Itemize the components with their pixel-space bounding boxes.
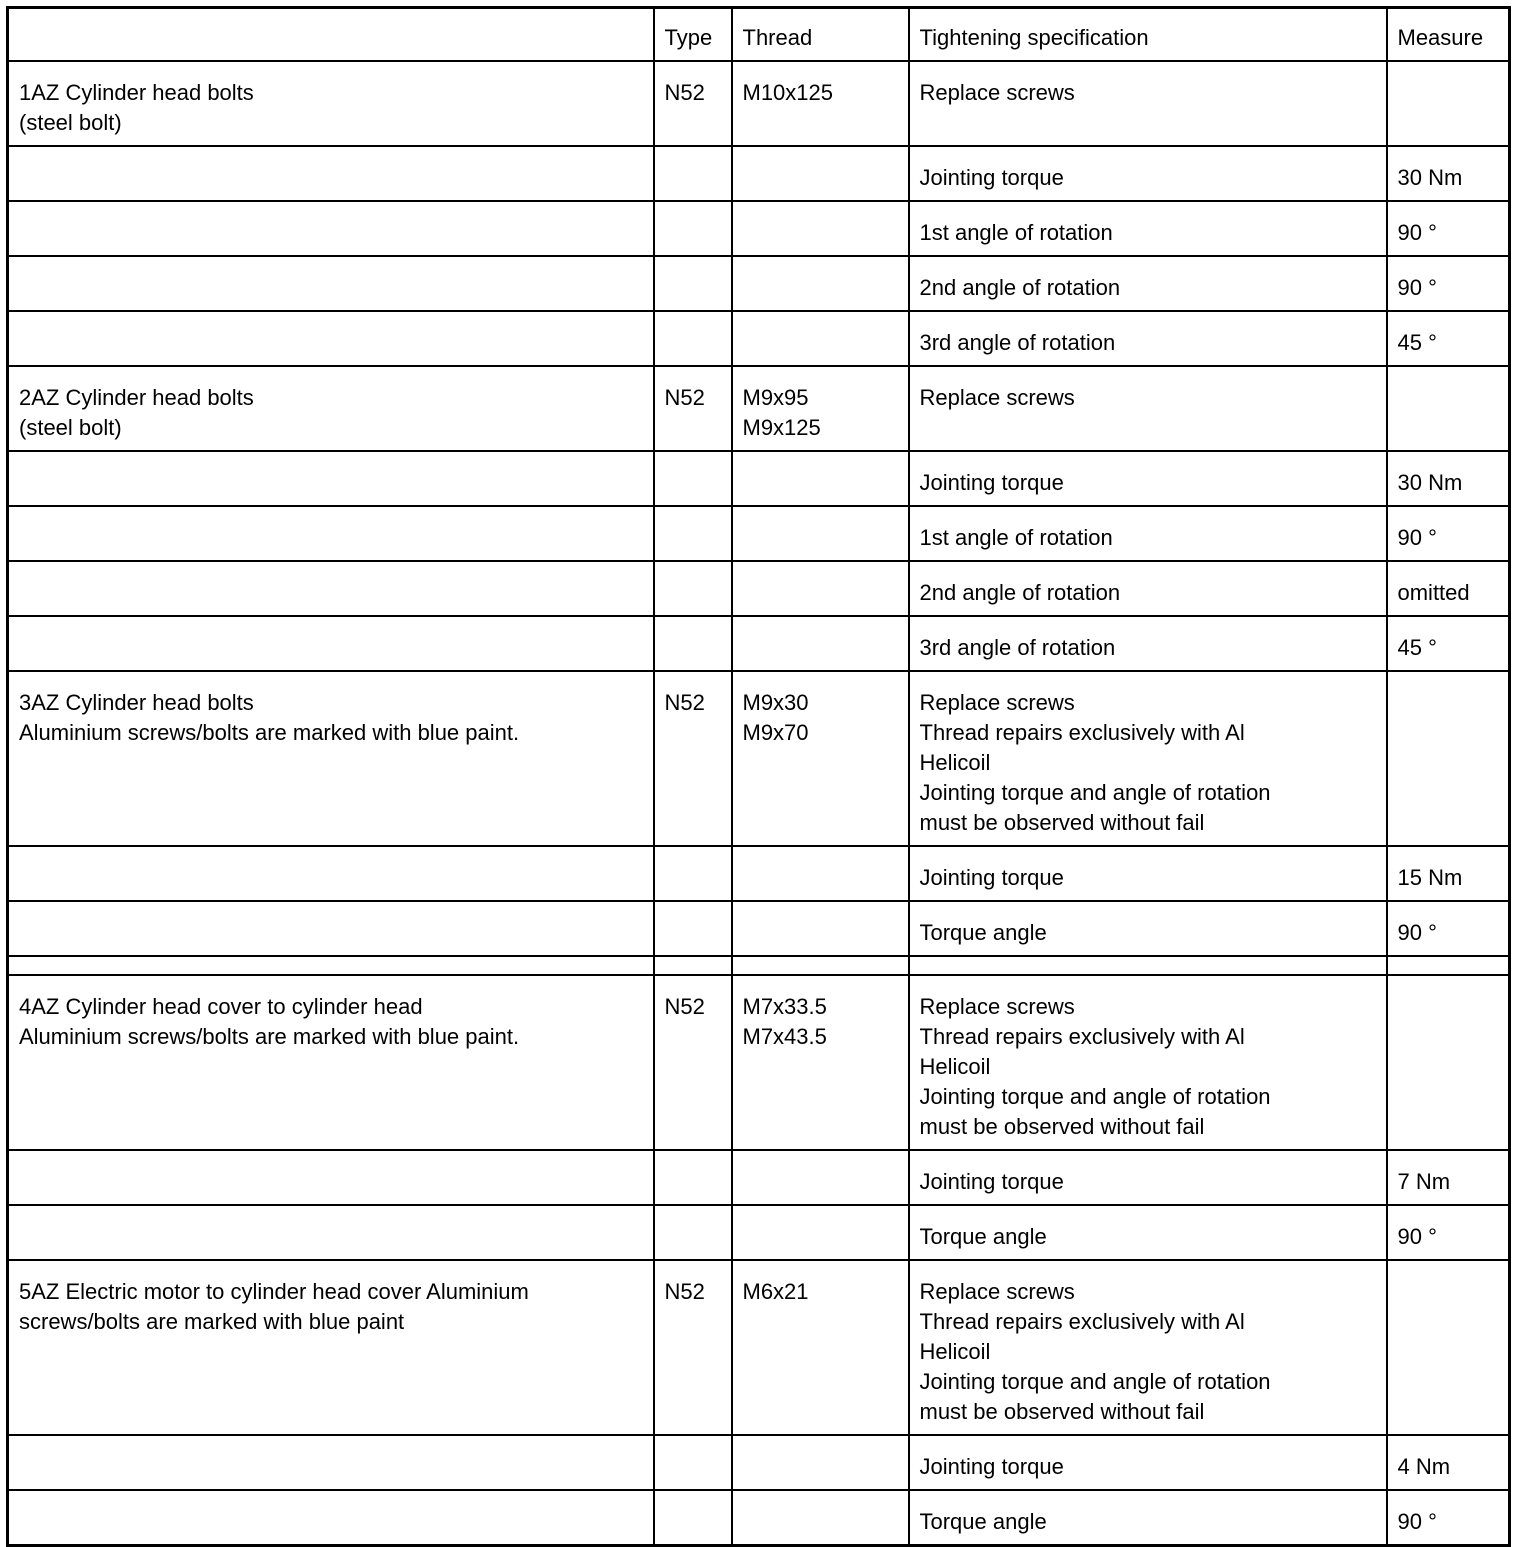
thread-cell (732, 561, 909, 616)
header-component (8, 8, 654, 62)
measure-cell (1387, 1435, 1510, 1490)
thread-text: M9x95 M9x125 (742, 385, 821, 440)
component-cell (8, 366, 654, 451)
measure-text: 15 Nm (1397, 865, 1463, 890)
measure-text: 30 Nm (1397, 470, 1463, 495)
component-text: 5AZ Electric motor to cylinder head cover Aluminium screws/bolts are marked with blue paint (19, 1279, 529, 1334)
measure-text: 90 ° (1397, 1509, 1437, 1534)
specification-text: 3rd angle of rotation (919, 635, 1116, 660)
specification-cell (909, 1435, 1387, 1490)
specification-text: Replace screws (919, 385, 1075, 410)
measure-cell (1387, 616, 1510, 671)
component-cell (8, 256, 654, 311)
component-cell (8, 1205, 654, 1260)
specification-cell (909, 1260, 1387, 1435)
table-row (8, 956, 1510, 975)
table-row (8, 616, 1510, 671)
type-cell (654, 1205, 732, 1260)
component-cell (8, 616, 654, 671)
table-row (8, 366, 1510, 451)
type-text: N52 (664, 690, 705, 715)
measure-text: 45 ° (1397, 330, 1437, 355)
table-header-row (8, 8, 1510, 62)
type-cell (654, 311, 732, 366)
thread-cell (732, 201, 909, 256)
measure-text: omitted (1397, 580, 1470, 605)
specification-cell (909, 846, 1387, 901)
specification-cell (909, 506, 1387, 561)
header-type: Type (654, 8, 732, 62)
thread-cell (732, 901, 909, 956)
measure-cell (1387, 956, 1510, 975)
thread-cell (732, 846, 909, 901)
type-cell (654, 671, 732, 846)
table-row (8, 506, 1510, 561)
specification-cell (909, 1205, 1387, 1260)
type-cell (654, 1490, 732, 1546)
thread-cell (732, 256, 909, 311)
table-row (8, 1260, 1510, 1435)
specification-cell (909, 201, 1387, 256)
specification-text: Jointing torque (919, 1169, 1064, 1194)
specification-text: 3rd angle of rotation (919, 330, 1116, 355)
type-cell (654, 146, 732, 201)
specification-text: Jointing torque (919, 470, 1064, 495)
type-cell (654, 201, 732, 256)
specification-cell (909, 1150, 1387, 1205)
measure-cell (1387, 846, 1510, 901)
table-body (8, 61, 1510, 1546)
thread-cell (732, 146, 909, 201)
measure-cell (1387, 975, 1510, 1150)
measure-cell (1387, 671, 1510, 846)
measure-text: 90 ° (1397, 1224, 1437, 1249)
table-row (8, 1205, 1510, 1260)
component-cell (8, 956, 654, 975)
specification-cell (909, 146, 1387, 201)
component-cell (8, 311, 654, 366)
measure-text: 90 ° (1397, 275, 1437, 300)
measure-text: 90 ° (1397, 920, 1437, 945)
thread-cell (732, 61, 909, 146)
thread-cell (732, 1205, 909, 1260)
header-thread: Thread (732, 8, 909, 62)
type-text: N52 (664, 80, 705, 105)
type-cell (654, 1260, 732, 1435)
component-cell (8, 506, 654, 561)
measure-cell (1387, 1150, 1510, 1205)
type-cell (654, 451, 732, 506)
measure-cell (1387, 61, 1510, 146)
measure-cell (1387, 451, 1510, 506)
component-cell (8, 901, 654, 956)
measure-text: 30 Nm (1397, 165, 1463, 190)
component-cell (8, 1435, 654, 1490)
thread-text: M9x30 M9x70 (742, 690, 809, 745)
thread-text: M7x33.5 M7x43.5 (742, 994, 827, 1049)
measure-cell (1387, 1490, 1510, 1546)
specification-text: 2nd angle of rotation (919, 580, 1121, 605)
type-cell (654, 506, 732, 561)
component-cell (8, 1490, 654, 1546)
specification-cell (909, 311, 1387, 366)
component-cell (8, 146, 654, 201)
measure-cell (1387, 146, 1510, 201)
component-cell (8, 61, 654, 146)
component-text: 2AZ Cylinder head bolts (steel bolt) (19, 385, 254, 440)
component-text: 3AZ Cylinder head bolts Aluminium screws/bolts are marked with blue paint. (19, 690, 520, 745)
specification-text: 2nd angle of rotation (919, 275, 1121, 300)
thread-cell (732, 1260, 909, 1435)
specification-cell (909, 366, 1387, 451)
specification-cell (909, 616, 1387, 671)
table-row (8, 561, 1510, 616)
table-row (8, 1150, 1510, 1205)
component-cell (8, 975, 654, 1150)
specification-text: Torque angle (919, 1224, 1047, 1249)
specification-text: 1st angle of rotation (919, 525, 1113, 550)
thread-cell (732, 616, 909, 671)
measure-text: 90 ° (1397, 525, 1437, 550)
specification-text: Jointing torque (919, 1454, 1064, 1479)
thread-cell (732, 671, 909, 846)
specification-text: Jointing torque (919, 165, 1064, 190)
thread-text: M6x21 (742, 1279, 809, 1304)
table-row (8, 671, 1510, 846)
measure-cell (1387, 901, 1510, 956)
thread-text: M10x125 (742, 80, 834, 105)
specification-text: Replace screws Thread repairs exclusively with Al Helicoil Jointing torque and angle of rotation must be observed without fail (919, 994, 1271, 1139)
thread-cell (732, 366, 909, 451)
thread-cell (732, 1490, 909, 1546)
specification-cell (909, 975, 1387, 1150)
specification-cell (909, 561, 1387, 616)
component-cell (8, 451, 654, 506)
measure-cell (1387, 506, 1510, 561)
type-cell (654, 901, 732, 956)
table-row (8, 975, 1510, 1150)
specification-cell (909, 61, 1387, 146)
table-row (8, 146, 1510, 201)
type-cell (654, 1435, 732, 1490)
type-cell (654, 846, 732, 901)
component-text: 4AZ Cylinder head cover to cylinder head Aluminium screws/bolts are marked with blue paint. (19, 994, 520, 1049)
component-cell (8, 1260, 654, 1435)
header-measure: Measure (1387, 8, 1510, 62)
table-row (8, 451, 1510, 506)
table-row (8, 1435, 1510, 1490)
type-text: N52 (664, 385, 705, 410)
table-row (8, 311, 1510, 366)
specification-text: Torque angle (919, 1509, 1047, 1534)
specification-text: 1st angle of rotation (919, 220, 1113, 245)
specification-text: Replace screws Thread repairs exclusively with Al Helicoil Jointing torque and angle of rotation must be observed without fail (919, 690, 1271, 835)
type-cell (654, 956, 732, 975)
type-text: N52 (664, 994, 705, 1019)
type-cell (654, 616, 732, 671)
component-cell (8, 561, 654, 616)
thread-cell (732, 451, 909, 506)
table-row (8, 1490, 1510, 1546)
measure-cell (1387, 561, 1510, 616)
measure-text: 45 ° (1397, 635, 1437, 660)
measure-cell (1387, 366, 1510, 451)
specification-text: Replace screws Thread repairs exclusively with Al Helicoil Jointing torque and angle of rotation must be observed without fail (919, 1279, 1271, 1424)
measure-cell (1387, 201, 1510, 256)
specification-cell (909, 956, 1387, 975)
measure-text: 4 Nm (1397, 1454, 1451, 1479)
measure-cell (1387, 256, 1510, 311)
measure-text: 90 ° (1397, 220, 1437, 245)
type-cell (654, 561, 732, 616)
measure-text: 7 Nm (1397, 1169, 1451, 1194)
tightening-spec-table (6, 6, 1511, 1547)
measure-cell (1387, 1260, 1510, 1435)
measure-cell (1387, 1205, 1510, 1260)
specification-text: Jointing torque (919, 865, 1064, 890)
type-cell (654, 256, 732, 311)
component-cell (8, 671, 654, 846)
specification-cell (909, 451, 1387, 506)
measure-cell (1387, 311, 1510, 366)
specification-cell (909, 671, 1387, 846)
thread-cell (732, 1435, 909, 1490)
specification-cell (909, 1490, 1387, 1546)
type-cell (654, 61, 732, 146)
thread-cell (732, 506, 909, 561)
type-text: N52 (664, 1279, 705, 1304)
specification-text: Torque angle (919, 920, 1047, 945)
component-cell (8, 201, 654, 256)
table-row (8, 61, 1510, 146)
component-cell (8, 1150, 654, 1205)
thread-cell (732, 311, 909, 366)
component-cell (8, 846, 654, 901)
table-row (8, 256, 1510, 311)
type-cell (654, 975, 732, 1150)
component-text: 1AZ Cylinder head bolts (steel bolt) (19, 80, 254, 135)
header-tightening-specification: Tightening specification (909, 8, 1387, 62)
type-cell (654, 1150, 732, 1205)
table-row (8, 901, 1510, 956)
thread-cell (732, 1150, 909, 1205)
table-row (8, 201, 1510, 256)
type-cell (654, 366, 732, 451)
specification-text: Replace screws (919, 80, 1075, 105)
thread-cell (732, 975, 909, 1150)
specification-cell (909, 256, 1387, 311)
thread-cell (732, 956, 909, 975)
specification-cell (909, 901, 1387, 956)
table-row (8, 846, 1510, 901)
